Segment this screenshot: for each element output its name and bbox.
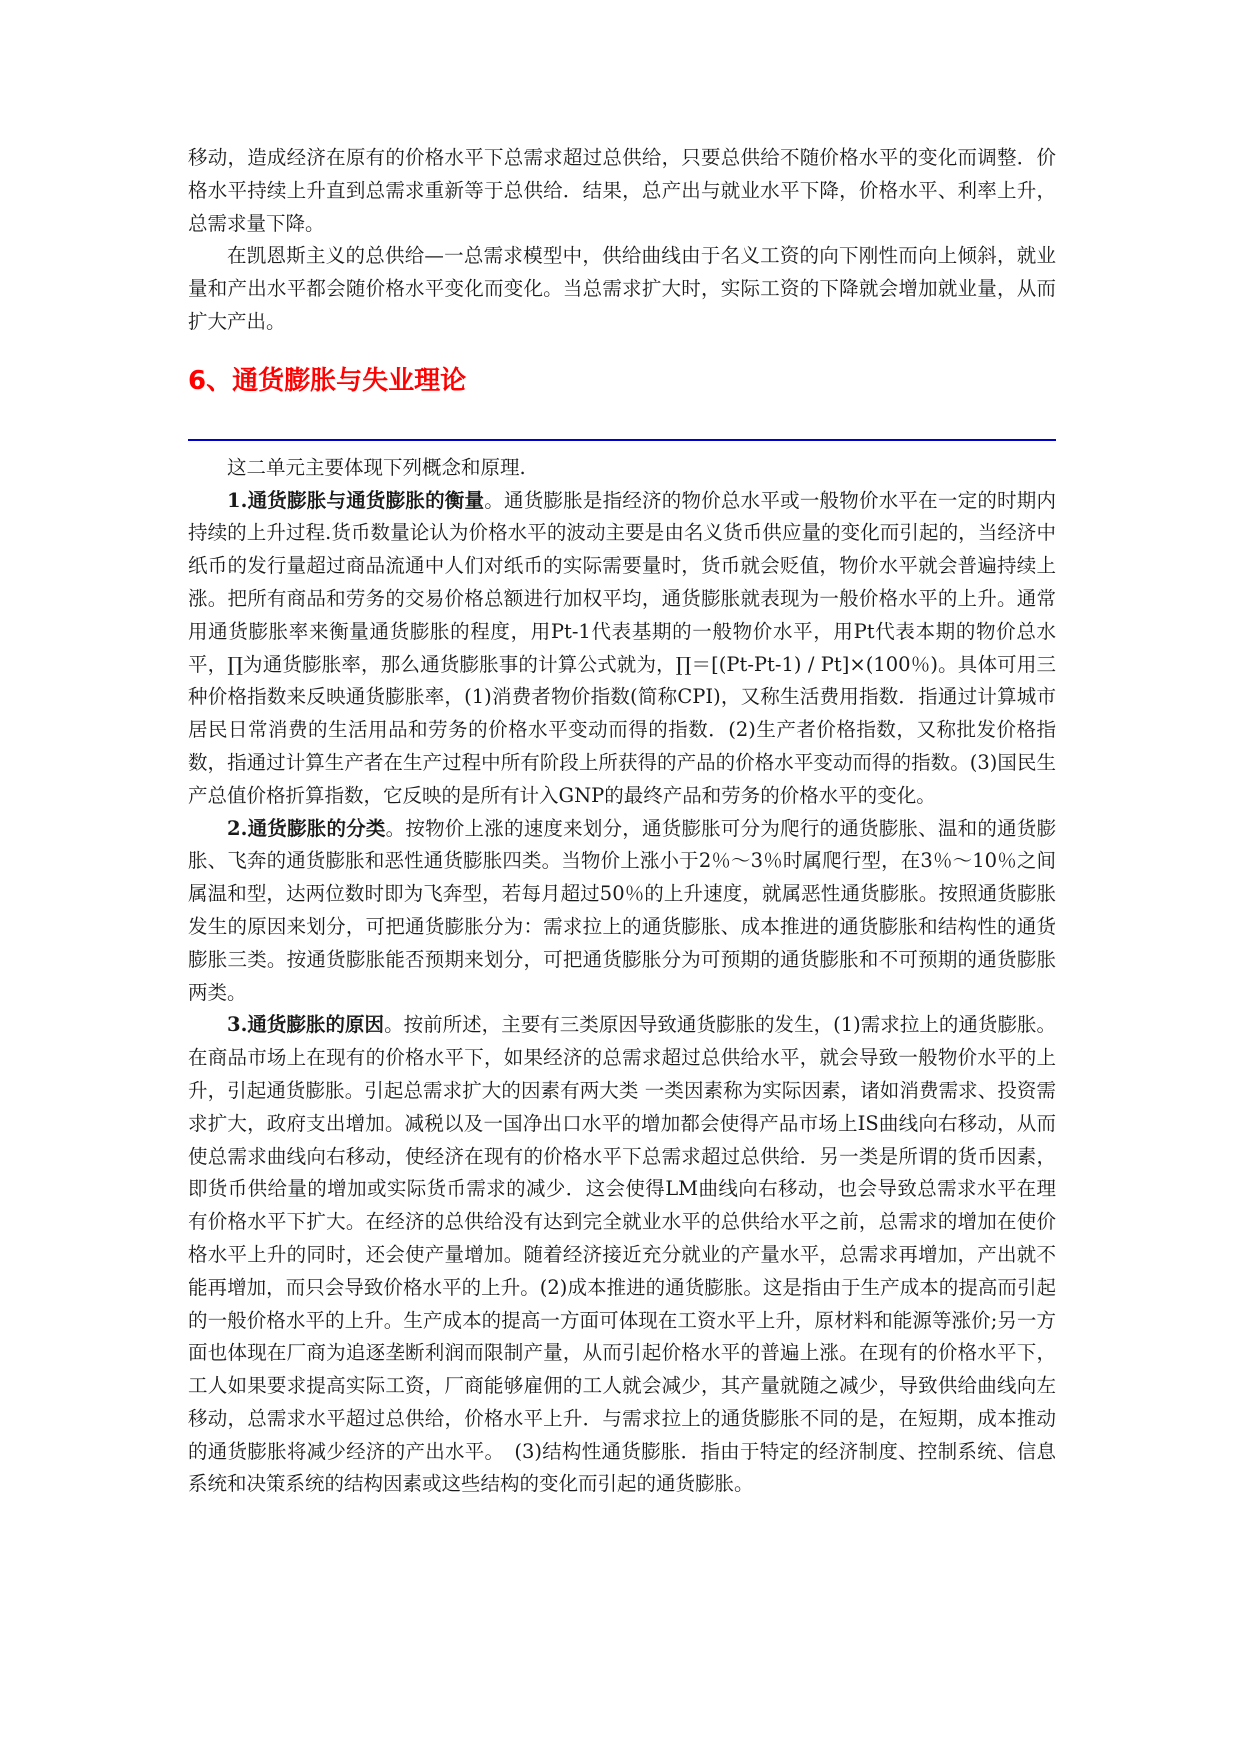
document-page (188, 142, 1056, 1501)
item-heading-1: 1.通货膨胀与通货膨胀的衡量 (227, 488, 485, 512)
item-body-1: 。通货膨胀是指经济的物价总水平或一般物价水平在一定的时期内持续的上升过程.货币数量论认为价格水平的波动主要是由名义货币供应量的变化而引起的，当经济中纸币的发行量超过商品流通中人们对纸币的实际需要量时，货币就会贬值，物价水平就会普遍持续上涨。把所有商品和劳务的交易价格总额进行加权平均，通货膨胀就表现为一般价格水平的上升。通常用通货膨胀率来衡量通货膨胀的程度，用Pt-1代表基期的一般物价水平，用Pt代表本期的物价总水平，∏为通货膨胀率，那么通货膨胀事的计算公式就为，∏＝[(Pt-Pt-1) / Pt]×(100％)。具体可用三种价格指数来反映通货膨胀率，(1)消费者物价指数(简称CPI)，又称生活费用指数．指通过计算城市居民日常消费的生活用品和劳务的价格水平变动而得的指数．(2)生产者价格指数，又称批发价格指数，指通过计算生产者在生产过程中所有阶段上所获得的产品的价格水平变动而得的指数。(3)国民生产总值价格折算指数，它反映的是所有计入GNP的最终产品和劳务的价格水平的变化。 (188, 488, 1056, 807)
item-heading-2: 2.通货膨胀的分类 (227, 816, 386, 840)
intro-paragraph-2: 在凯恩斯主义的总供给—一总需求模型中，供给曲线由于名义工资的向下刚性而向上倾斜，就业量和产出水平都会随价格水平变化而变化。当总需求扩大时，实际工资的下降就会增加就业量，从而扩大产出。 (188, 244, 1056, 333)
item-heading-3: 3.通货膨胀的原因 (227, 1013, 385, 1037)
heading-divider (188, 439, 1056, 441)
item-body-2: 。按物价上涨的速度来划分，通货膨胀可分为爬行的通货膨胀、温和的通货膨胀、飞奔的通货膨胀和恶性通货膨胀四类。当物价上涨小于2％～3％时属爬行型，在3％～10％之间属温和型，达两位数时即为飞奔型，若每月超过50％的上升速度，就属恶性通货膨胀。按照通货膨胀发生的原因来划分，可把通货膨胀分为：需求拉上的通货膨胀、成本推进的通货膨胀和结构性的通货膨胀三类。按通货膨胀能否预期来划分，可把通货膨胀分为可预期的通货膨胀和不可预期的通货膨胀两类。 (188, 816, 1056, 1004)
item-body-3: 。按前所述，主要有三类原因导致通货膨胀的发生，(1)需求拉上的通货膨胀。在商品市场上在现有的价格水平下，如果经济的总需求超过总供给水平，就会导致一般物价水平的上升，引起通货膨胀。引起总需求扩大的因素有两大类 一类因素称为实际因素，诸如消费需求、投资需求扩大，政府支出增加。减税以及一国净出口水平的增加都会使得产品市场上IS曲线向右移动，从而使总需求曲线向右移动，使经济在现有的价格水平下总需求超过总供给．另一类是所谓的货币因素，即货币供给量的增加或实际货币需求的减少．这会使得LM曲线向右移动，也会导致总需求水平在理有价格水平下扩大。在经济的总供给没有达到完全就业水平的总供给水平之前，总需求的增加在使价格水平上升的同时，还会使产量增加。随着经济接近充分就业的产量水平，总需求再增加，产出就不能再增加，而只会导致价格水平的上升。(2)成本推进的通货膨胀。这是指由于生产成本的提高而引起的一般价格水平的上升。生产成本的提高一方面可体现在工资水平上升，原材料和能源等涨价;另一方面也体现在厂商为追逐垄断利润而限制产量，从而引起价格水平的普遍上涨。在现有的价格水平下，工人如果要求提高实际工资，厂商能够雇佣的工人就会减少，其产量就随之减少，导致供给曲线向左移动，总需求水平超过总供给，价格水平上升．与需求拉上的通货膨胀不同的是，在短期，成本推动的通货膨胀将减少经济的产出水平。 (3)结构性通货膨胀．指由于特定的经济制度、控制系统、信息系统和决策系统的结构因素或这些结构的变化而引起的通货膨胀。 (188, 1013, 1057, 1496)
item-paragraph-3 (188, 1009, 1056, 1501)
intro-paragraph-1: 移动，造成经济在原有的价格水平下总需求超过总供给，只要总供给不随价格水平的变化而调整．价格水平持续上升直到总需求重新等于总供给．结果，总产出与就业水平下降，价格水平、利率上升，总需求量下降。 (188, 146, 1056, 235)
section-heading: 6、通货膨胀与失业理论 (188, 365, 467, 396)
section-intro: 这二单元主要体现下列概念和原理. (227, 455, 526, 479)
item-paragraph-1 (188, 485, 1056, 813)
item-paragraph-2 (188, 813, 1056, 1010)
